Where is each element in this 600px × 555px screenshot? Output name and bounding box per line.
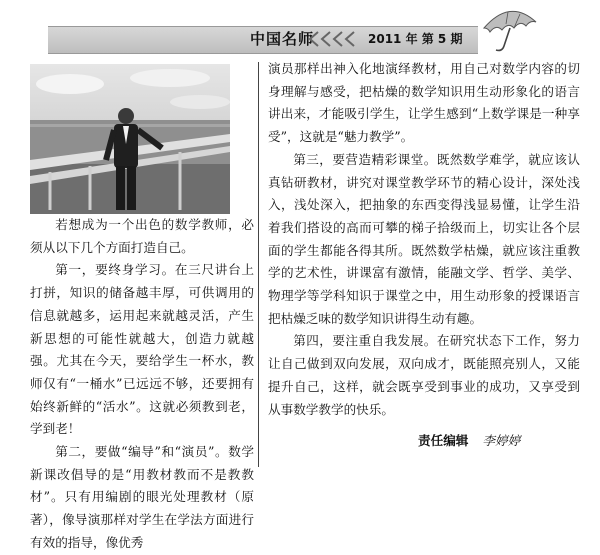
left-column [30,214,254,555]
umbrella-icon [480,4,540,54]
right-column [268,58,580,421]
editor-name: 李婷婷 [482,433,521,448]
magazine-brand: 中国名师 [250,30,315,48]
paragraph-lifelong-learning: 第一，要终身学习。在三尺讲台上打拼，知识的储备越丰厚，可供调用的信息就越多，运用起来就越灵活，产生新思想的可能性就越大，创造力就越强。尤其在今天，要给学生一杯水，教师仅有“一桶水”已远远不够，还要拥有始终新鲜的“活水”。这就必须教到老，学到老！ [30,262,254,437]
paragraph-director-actor: 第二，要做“编导”和“演员”。数学新课改倡导的是“用教材教而不是教教材”。只有用编剧的眼光处理教材（原著），像导演那样对学生在学法方面进行有效的指导，像优秀 [30,444,254,550]
editor-credit [418,430,520,452]
column-divider [258,62,259,467]
chevrons-icon [306,31,358,47]
editor-label: 责任编辑 [418,433,469,448]
paragraph-wonderful-classroom: 第三，要营造精彩课堂。既然数学难学，就应该认真钻研教材，讲究对课堂教学环节的精心设计，深处浅入，浅处深入，把抽象的东西变得浅显易懂，让学生沿着我们搭设的高而可攀的梯子拾级而上，切实让各个层面的学生都能各得其所。既然数学枯燥，就应该注重教学的艺术性，讲课富有激情，能融文学、哲学、美学、物理学等学科知识于课堂之中，用生动形象的授课语言把枯燥乏味的数学知识讲得生动有趣。 [268,151,580,326]
paragraph-intro: 若想成为一个出色的数学教师，必须从以下几个方面打造自己。 [30,217,254,255]
paragraph-self-development: 第四，要注重自我发展。在研究状态下工作，努力让自己做到双向发展，双向成才，既能照亮别人，又能提升自己，这样，就会既享受到事业的成功，又享受到从事数学教学的快乐。 [268,333,580,417]
page-header [0,0,600,60]
paragraph-continued: 演员那样出神入化地演绎教材，用自己对数学内容的切身理解与感受，把枯燥的数学知识用生动形象化的语言讲出来，才能吸引学生，让学生感到“上数学课是一种享受”，这就是“魅力教学”。 [268,61,580,145]
issue-label: 2011 年 第 5 期 [368,32,463,46]
teacher-photo [30,64,230,214]
